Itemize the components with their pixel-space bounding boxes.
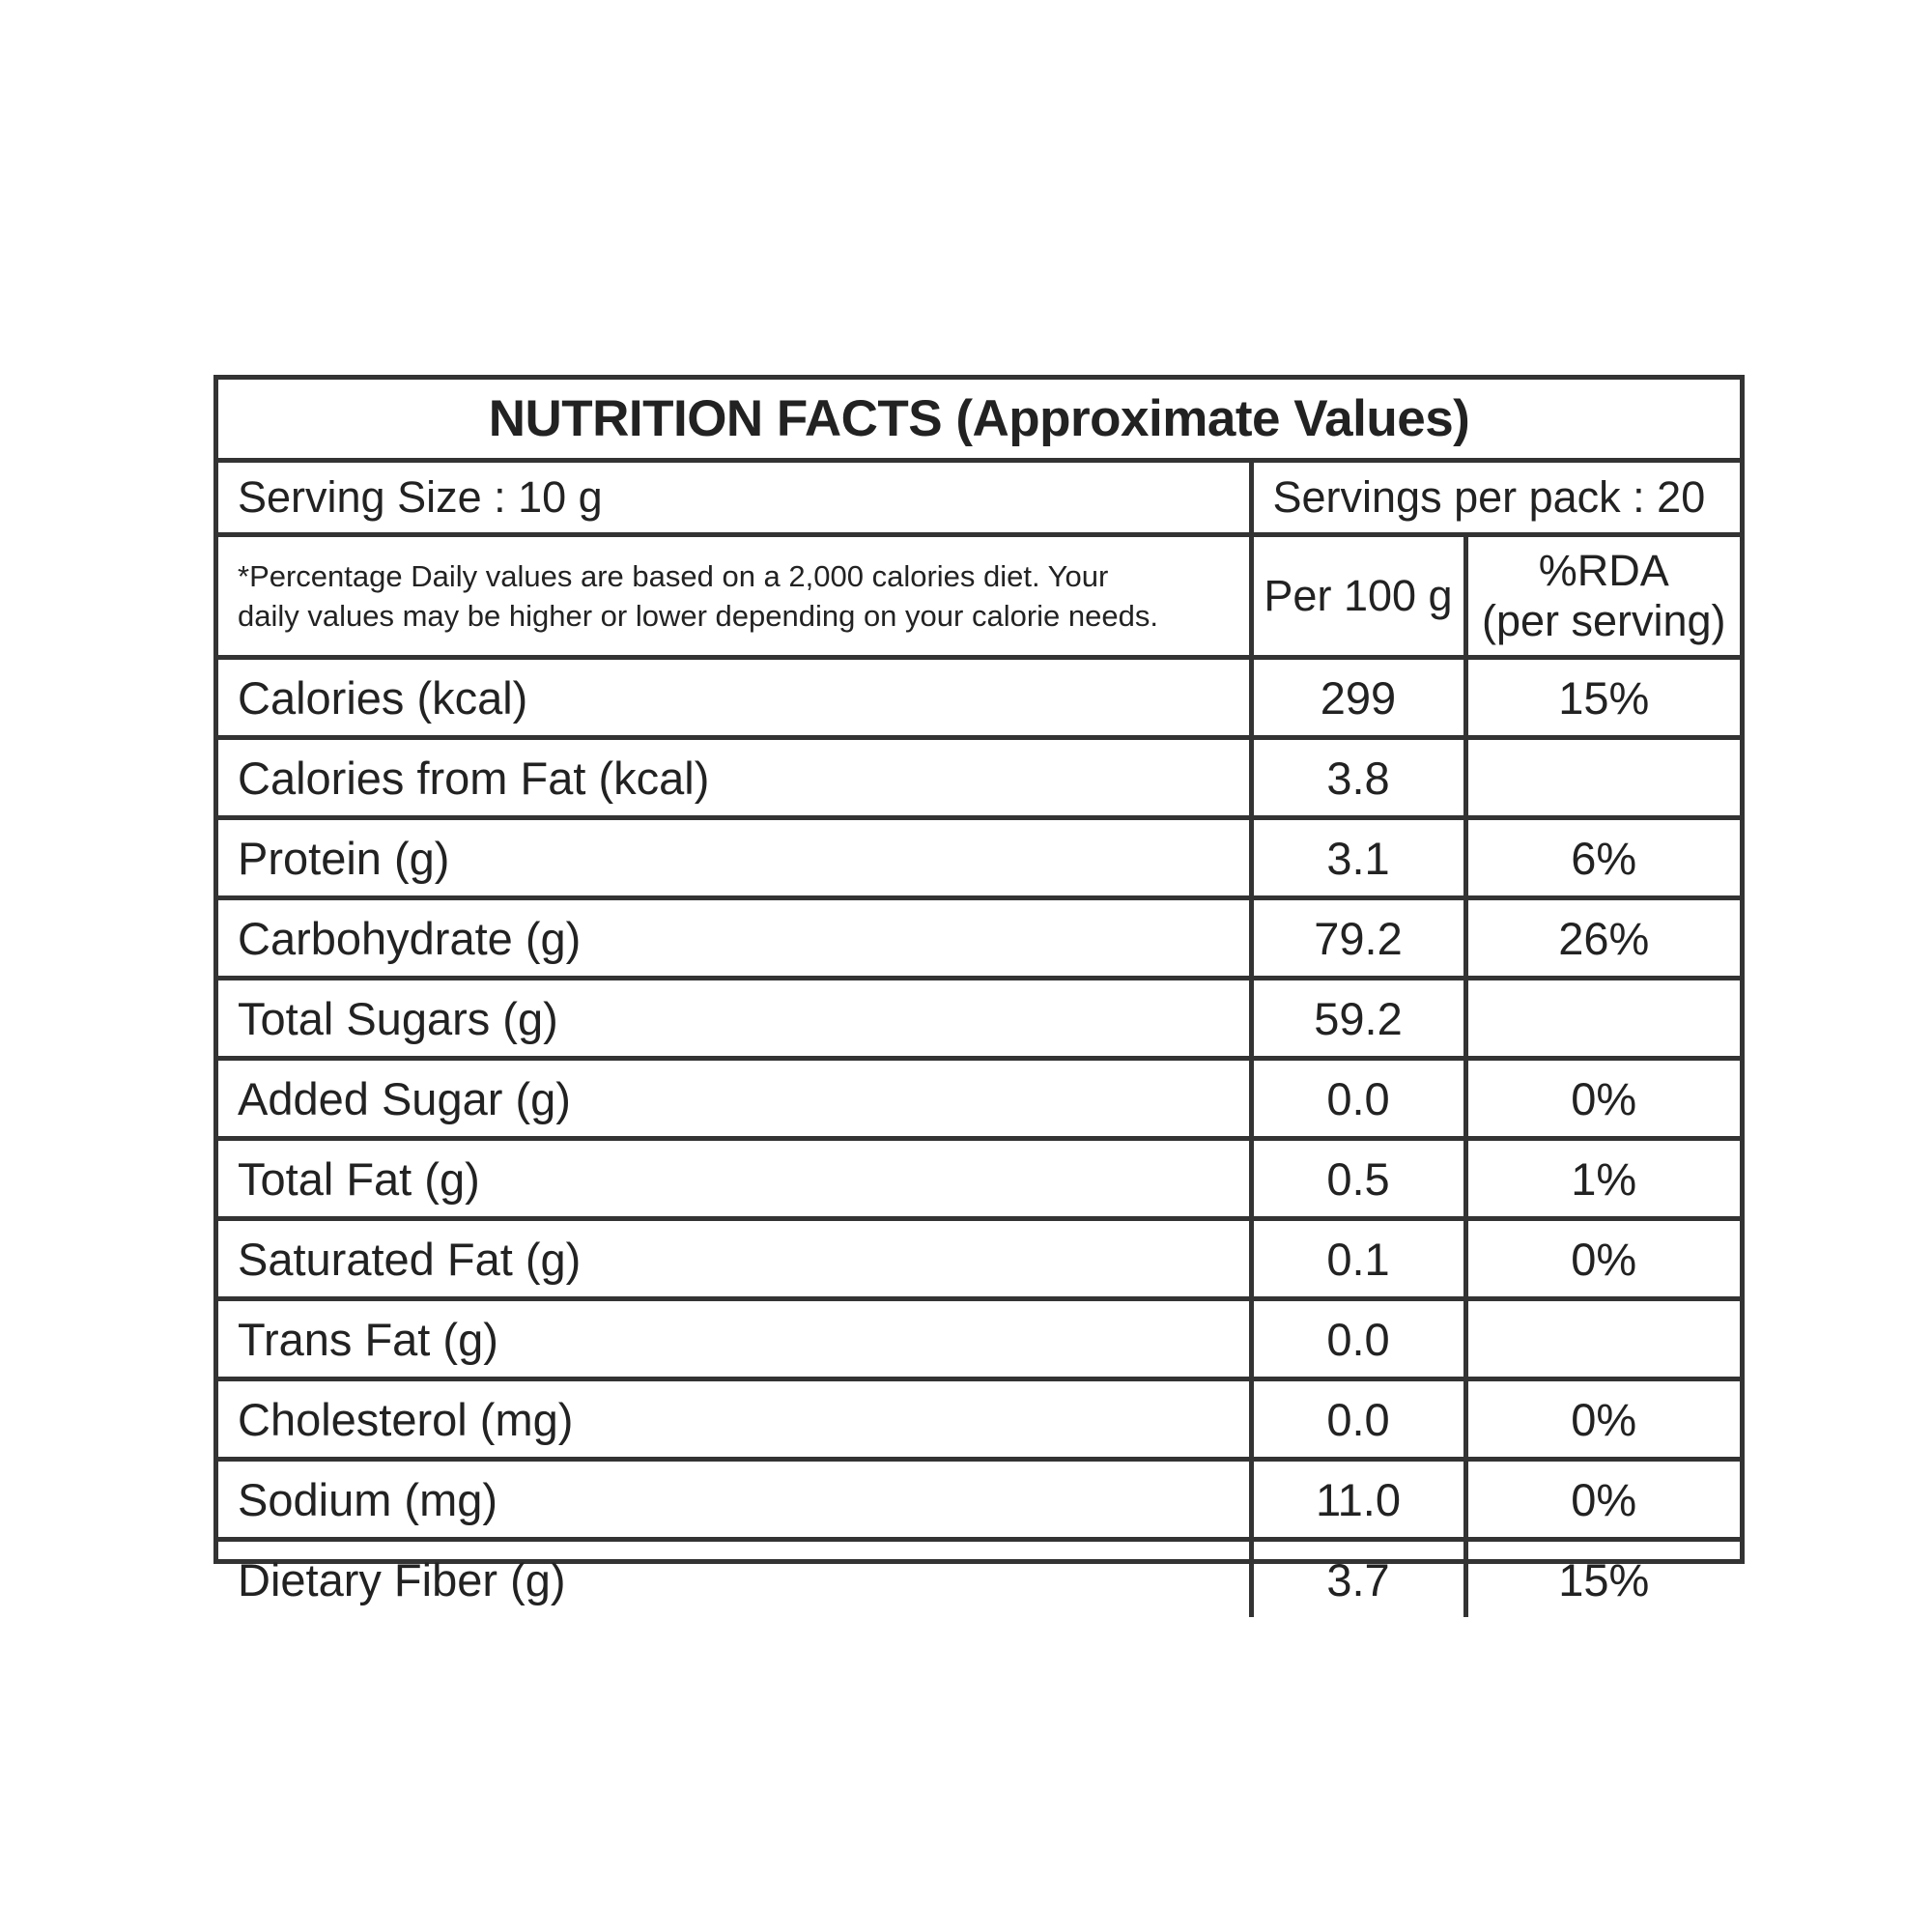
rda-header-line-2: (per serving): [1481, 596, 1726, 645]
per-100g-value: 299: [1251, 658, 1465, 738]
per-100g-value: 0.1: [1251, 1219, 1465, 1299]
per-100g-value: 79.2: [1251, 898, 1465, 979]
table-row: [218, 979, 1740, 1059]
per-100g-value: 0.0: [1251, 1379, 1465, 1460]
table-row: [218, 1540, 1740, 1618]
rda-value: 15%: [1465, 1540, 1740, 1618]
nutrient-name: Carbohydrate (g): [218, 898, 1251, 979]
table-row: [218, 658, 1740, 738]
rda-value: 0%: [1465, 1219, 1740, 1299]
per-100g-value: 3.1: [1251, 818, 1465, 898]
per-100g-value: 0.0: [1251, 1059, 1465, 1139]
table-row: [218, 1460, 1740, 1540]
rda-value: 6%: [1465, 818, 1740, 898]
rda-value: [1465, 738, 1740, 818]
rda-header: [1465, 535, 1740, 658]
nutrient-name: Calories (kcal): [218, 658, 1251, 738]
table-row: [218, 818, 1740, 898]
title-row: [218, 380, 1740, 461]
table-row: [218, 1059, 1740, 1139]
serving-size: Serving Size : 10 g: [218, 461, 1251, 535]
rda-value: 0%: [1465, 1460, 1740, 1540]
table-row: [218, 1219, 1740, 1299]
table-title: NUTRITION FACTS (Approximate Values): [218, 380, 1740, 461]
serving-row: [218, 461, 1740, 535]
nutrient-name: Added Sugar (g): [218, 1059, 1251, 1139]
table-row: [218, 1299, 1740, 1379]
rda-value: 26%: [1465, 898, 1740, 979]
nutrient-name: Protein (g): [218, 818, 1251, 898]
daily-value-footnote: [218, 535, 1251, 658]
rda-value: [1465, 1299, 1740, 1379]
rda-value: 15%: [1465, 658, 1740, 738]
column-header-row: [218, 535, 1740, 658]
nutrient-name: Total Fat (g): [218, 1139, 1251, 1219]
per-100g-value: 3.7: [1251, 1540, 1465, 1618]
nutrient-name: Calories from Fat (kcal): [218, 738, 1251, 818]
nutrient-name: Sodium (mg): [218, 1460, 1251, 1540]
rda-value: 0%: [1465, 1059, 1740, 1139]
nutrition-facts-label: [213, 375, 1745, 1605]
rda-value: [1465, 979, 1740, 1059]
nutrient-name: Total Sugars (g): [218, 979, 1251, 1059]
per-100g-value: 3.8: [1251, 738, 1465, 818]
per-100g-value: 11.0: [1251, 1460, 1465, 1540]
rda-header-line-1: %RDA: [1538, 546, 1669, 595]
rda-value: 1%: [1465, 1139, 1740, 1219]
per-100g-header: Per 100 g: [1251, 535, 1465, 658]
nutrient-name: Cholesterol (mg): [218, 1379, 1251, 1460]
footnote-line-2: daily values may be higher or lower depending on your calorie needs.: [238, 599, 1158, 633]
nutrient-name: Trans Fat (g): [218, 1299, 1251, 1379]
per-100g-value: 0.5: [1251, 1139, 1465, 1219]
table-row: [218, 738, 1740, 818]
servings-per-pack: Servings per pack : 20: [1251, 461, 1740, 535]
per-100g-value: 59.2: [1251, 979, 1465, 1059]
nutrient-name: Saturated Fat (g): [218, 1219, 1251, 1299]
nutrient-name: Dietary Fiber (g): [218, 1540, 1251, 1618]
per-100g-value: 0.0: [1251, 1299, 1465, 1379]
rda-value: 0%: [1465, 1379, 1740, 1460]
table-row: [218, 1139, 1740, 1219]
footnote-line-1: *Percentage Daily values are based on a 2,000 calories diet. Your: [238, 559, 1109, 593]
table-row: [218, 898, 1740, 979]
nutrition-table: [218, 380, 1740, 1617]
table-row: [218, 1379, 1740, 1460]
